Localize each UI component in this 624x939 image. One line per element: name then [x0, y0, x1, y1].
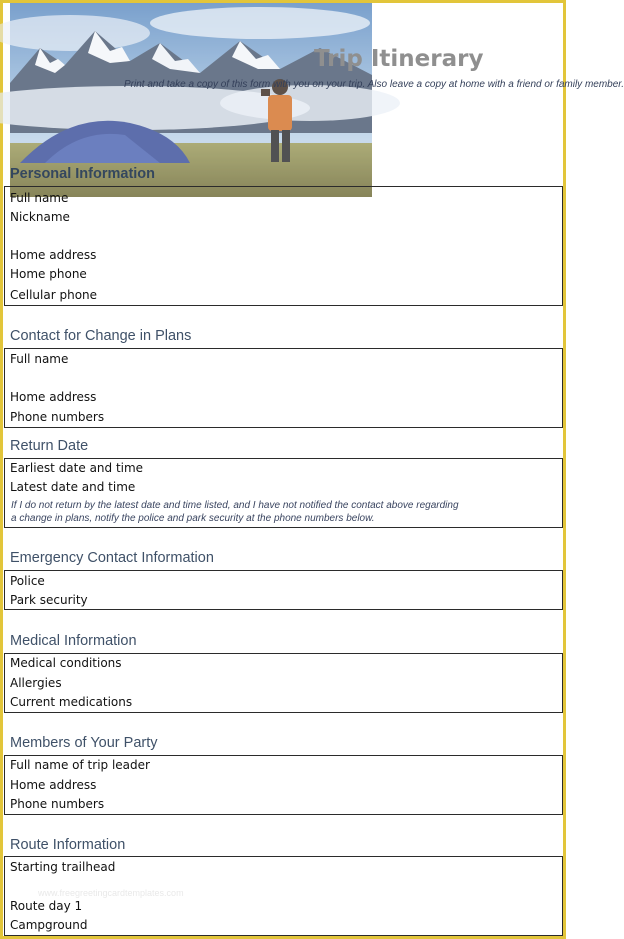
field-contact-full-name: Full name: [10, 352, 69, 366]
return-note-line-1: If I do not return by the latest date and time listed, and I have not notified the contact above regarding: [11, 500, 459, 511]
section-heading-route: Route Information: [10, 837, 126, 853]
section-heading-contact: Contact for Change in Plans: [10, 328, 192, 344]
field-home-address: Home address: [10, 248, 97, 262]
field-medical-conditions: Medical conditions: [10, 656, 122, 670]
field-contact-home-address: Home address: [10, 390, 97, 404]
watermark-text: www.freegreetingcardtemplates.com: [38, 888, 184, 898]
document-subtitle: Print and take a copy of this form with you on your trip. Also leave a copy at home with a friend or family member.: [124, 79, 624, 90]
field-full-name: Full name: [10, 191, 69, 205]
section-heading-party: Members of Your Party: [10, 735, 158, 751]
section-heading-personal: Personal Information: [10, 166, 156, 182]
section-heading-emergency: Emergency Contact Information: [10, 550, 214, 566]
return-note-line-2: a change in plans, notify the police and park security at the phone numbers below.: [11, 513, 375, 524]
document-title: Trip Itinerary: [314, 46, 484, 72]
field-party-home-address: Home address: [10, 778, 97, 792]
field-campground: Campground: [10, 918, 88, 932]
field-contact-phone-numbers: Phone numbers: [10, 410, 105, 424]
section-heading-medical: Medical Information: [10, 633, 137, 649]
field-party-phone-numbers: Phone numbers: [10, 797, 105, 811]
emergency-box: [4, 570, 563, 610]
field-latest-date: Latest date and time: [10, 480, 136, 494]
field-starting-trailhead: Starting trailhead: [10, 860, 116, 874]
field-allergies: Allergies: [10, 676, 62, 690]
field-current-medications: Current medications: [10, 695, 133, 709]
field-police: Police: [10, 574, 45, 588]
field-earliest-date: Earliest date and time: [10, 461, 144, 475]
field-park-security: Park security: [10, 593, 88, 607]
section-heading-return: Return Date: [10, 438, 89, 454]
field-route-day-1: Route day 1: [10, 899, 83, 913]
field-cellular-phone: Cellular phone: [10, 288, 98, 302]
field-trip-leader: Full name of trip leader: [10, 758, 150, 772]
field-home-phone: Home phone: [10, 267, 87, 281]
field-nickname: Nickname: [10, 210, 70, 224]
